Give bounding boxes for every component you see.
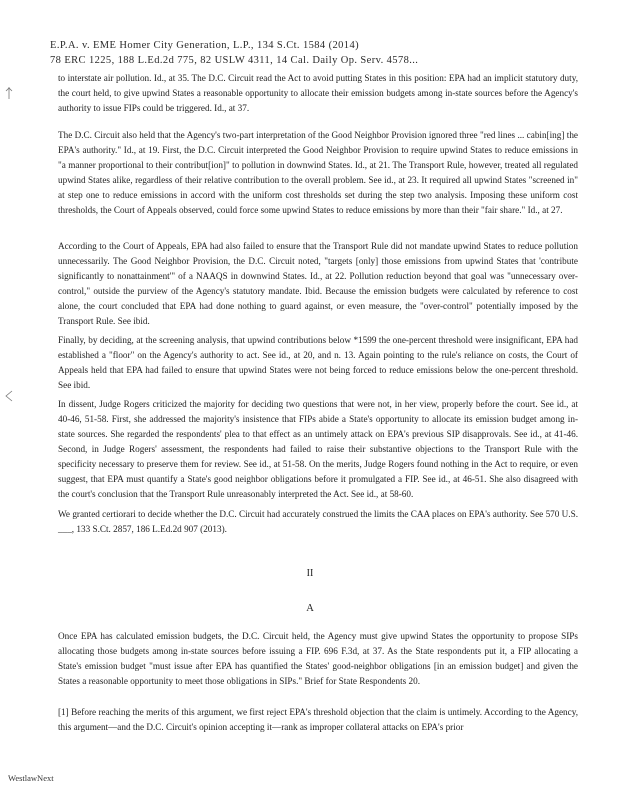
- margin-mark-icon: [4, 86, 14, 100]
- reporter-citations-header: 78 ERC 1225, 188 L.Ed.2d 775, 82 USLW 4311, 14 Cal. Daily Op. Serv. 4578...: [50, 55, 419, 66]
- paragraph: Finally, by deciding, at the screening analysis, that upwind contributions below *1599 the one-percent threshold were insignificant, EPA had established a "floor" on the Agency's authority to act. See id., at 20, and n. 13. Again pointing to the rule's reliance on costs, the Court of Appeals held that EPA had failed to ensure that upwind States were not being forced to reduce emissions below the one-percent threshold. See ibid.: [58, 335, 578, 390]
- paragraph: Once EPA has calculated emission budgets, the D.C. Circuit held, the Agency must give upwind States the opportunity to propose SIPs allocating those budgets among in-state sources before issuing a FIP. 696 F.3d, at 37. As the State respondents put it, a FIP allocating a State's emission budget "must issue after EPA has quantified the States' good-neighbor obligations [in an emission budget] and given the States a reasonable opportunity to meet those obligations in SIPs." Brief for State Respondents 20.: [58, 631, 578, 686]
- paragraph: We granted certiorari to decide whether the D.C. Circuit had accurately construed the limits the CAA places on EPA's authority. See 570 U.S. ___, 133 S.Ct. 2857, 186 L.Ed.2d 907 (2013).: [58, 509, 578, 534]
- margin-mark-icon: [4, 389, 14, 403]
- paragraph: In dissent, Judge Rogers criticized the majority for deciding two questions that were not, in her view, properly before the court. See id., at 40-46, 51-58. First, she addressed the majority's insistence that FIPs abide a State's opportunity to allocate its emission budget among in-state sources. She regarded the respondents' plea to that effect as an untimely attack on EPA's previous SIP disapprovals. See id., at 41-46. Second, in Judge Rogers' assessment, the respondents had failed to raise their substantive objections to the Transport Rule with the specificity necessary to preserve them for review. See id., at 51-58. On the merits, Judge Rogers found nothing in the Act to require, or even suggest, that EPA must quantify a State's good neighbor obligations before it promulgated a FIP. See id., at 46-51. She also disagreed with the court's conclusion that the Transport Rule unreasonably interpreted the Act. See id., at 58-60.: [58, 399, 578, 499]
- case-citation-header: E.P.A. v. EME Homer City Generation, L.P., 134 S.Ct. 1584 (2014): [50, 40, 359, 51]
- part-heading: II: [306, 568, 314, 579]
- footer-brand: WestlawNext: [8, 773, 54, 783]
- paragraph: According to the Court of Appeals, EPA had also failed to ensure that the Transport Rule did not mandate upwind States to reduce pollution unnecessarily. The Good Neighbor Provision, the D.C. Circuit noted, "targets [only] those emissions from upwind States that 'contribute significantly to nonattainment'" of a NAAQS in downwind States. Id., at 22. Pollution reduction beyond that goal was "unnecessary over-control," outside the purview of the Agency's statutory mandate. Ibid. Because the emission budgets were calculated by reference to cost alone, the court concluded that EPA had done nothing to guard against, or even measure, the "over-control" potentially imposed by the Transport Rule. See ibid.: [58, 241, 578, 326]
- paragraph: The D.C. Circuit also held that the Agency's two-part interpretation of the Good Neighbor Provision ignored three "red lines ... cabin[ing] the EPA's authority." Id., at 19. First, the D.C. Circuit interpreted the Good Neighbor Provision to require upwind States to reduce emissions in "a manner proportional to their contribut[ion]" to pollution in downwind States. Id., at 21. The Transport Rule, however, treated all regulated upwind States alike, regardless of their relative contribution to the overall problem. See id., at 23. It required all upwind States "screened in" at step one to reduce emissions in accord with the uniform cost thresholds set during the step two analysis. Imposing these uniform cost thresholds, the Court of Appeals observed, could force some upwind States to reduce emissions by more than their "fair share." Id., at 27.: [58, 130, 578, 215]
- section-heading: A: [306, 603, 314, 614]
- paragraph: to interstate air pollution. Id., at 35. The D.C. Circuit read the Act to avoid putting States in this position: EPA had an implicit statutory duty, the court held, to give upwind States a reasonable opportunity to allocate their emission budgets among in-state sources before the Agency's authority to issue FIPs could be triggered. Id., at 37.: [58, 73, 578, 113]
- paragraph: [1] Before reaching the merits of this argument, we first reject EPA's threshold objection that the claim is untimely. According to the Agency, this argument—and the D.C. Circuit's opinion accepting it—rank as improper collateral attacks on EPA's prior: [58, 707, 578, 732]
